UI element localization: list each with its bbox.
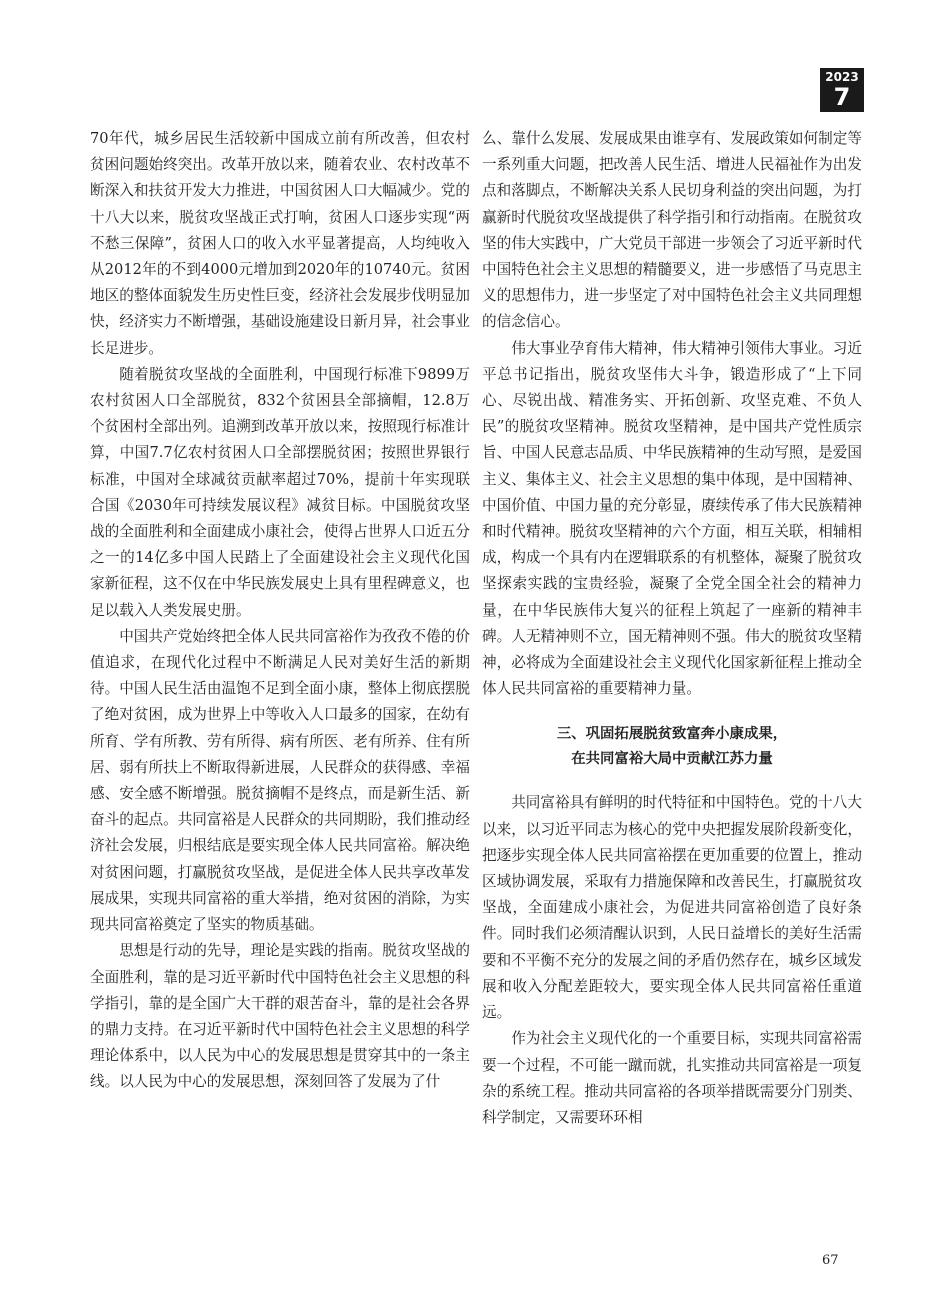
paragraph: 作为社会主义现代化的一个重要目标，实现共同富裕需要一个过程，不可能一蹴而就，扎实推动共同富裕是一项复杂的系统工程。推动共同富裕的各项举措既需要分门别类、科学制定，又需要环环相	[482, 1030, 862, 1126]
left-column	[90, 126, 470, 1096]
section-heading	[482, 722, 862, 772]
page-number: 67	[822, 1253, 839, 1268]
paragraph: 随着脱贫攻坚战的全面胜利，中国现行标准下9899万农村贫困人口全部脱贫，832个贫困县全部摘帽，12.8万个贫困村全部出列。追溯到改革开放以来，按照现行标准计算，中国7.7亿农村贫困人口全部摆脱贫困；按照世界银行标准，中国对全球减贫贡献率超过70%，提前十年实现联合国《2030年可持续发展议程》减贫目标。中国脱贫攻坚战的全面胜利和全面建成小康社会，使得占世界人口近五分之一的14亿多中国人民踏上了全面建设社会主义现代化国家新征程，这不仅在中华民族发展史上具有里程碑意义，也足以载入人类发展史册。	[90, 365, 470, 619]
section-heading-line: 三、巩固拓展脱贫致富奔小康成果，	[556, 726, 788, 743]
paragraph: 思想是行动的先导，理论是实践的指南。脱贫攻坚战的全面胜利，靠的是习近平新时代中国特色社会主义思想的科学指引，靠的是全国广大干群的艰苦奋斗，靠的是社会各界的鼎力支持。在习近平新时代中国特色社会主义思想的科学理论体系中，以人民为中心的发展思想是贯穿其中的一条主线。以人民为中心的发展思想，深刻回答了发展为了什	[90, 942, 470, 1091]
section-heading-line: 在共同富裕大局中贡献江苏力量	[571, 751, 773, 768]
right-column	[482, 126, 862, 1131]
paragraph: 伟大事业孕育伟大精神，伟大精神引领伟大事业。习近平总书记指出，脱贫攻坚伟大斗争，锻造形成了“上下同心、尽锐出战、精准务实、开拓创新、攻坚克难、不负人民”的脱贫攻坚精神。脱贫攻坚精神，是中国共产党性质宗旨、中国人民意志品质、中华民族精神的生动写照，是爱国主义、集体主义、社会主义思想的集中体现，是中国精神、中国价值、中国力量的充分彰显，赓续传承了伟大民族精神和时代精神。脱贫攻坚精神的六个方面，相互关联，相辅相成，构成一个具有内在逻辑联系的有机整体，凝聚了脱贫攻坚探索实践的宝贵经验，凝聚了全党全国全社会的精神力量，在中华民族伟大复兴的征程上筑起了一座新的精神丰碑。人无精神则不立，国无精神则不强。伟大的脱贫攻坚精神，必将成为全面建设社会主义现代化国家新征程上推动全体人民共同富裕的重要精神力量。	[482, 339, 862, 698]
issue-badge	[820, 68, 864, 112]
paragraph: 中国共产党始终把全体人民共同富裕作为孜孜不倦的价值追求，在现代化过程中不断满足人民对美好生活的新期待。中国人民生活由温饱不足到全面小康，整体上彻底摆脱了绝对贫困，成为世界上中等收入人口最多的国家，在幼有所育、学有所教、劳有所得、病有所医、老有所养、住有所居、弱有所扶上不断取得新进展，人民群众的获得感、幸福感、安全感不断增强。脱贫摘帽不是终点，而是新生活、新奋斗的起点。共同富裕是人民群众的共同期盼，我们推动经济社会发展，归根结底是要实现全体人民共同富裕。解决绝对贫困问题，打赢脱贫攻坚战，是促进全体人民共享改革发展成果，实现共同富裕的重大举措，绝对贫困的消除，为实现共同富裕奠定了坚实的物质基础。	[90, 627, 470, 934]
paragraph: 共同富裕具有鲜明的时代特征和中国特色。党的十八大以来，以习近平同志为核心的党中央把握发展阶段新变化，把逐步实现全体人民共同富裕摆在更加重要的位置上，推动区域协调发展，采取有力措施保障和改善民生，打赢脱贫攻坚战，全面建成小康社会，为促进共同富裕创造了良好条件。同时我们必须清醒认识到，人民日益增长的美好生活需要和不平衡不充分的发展之间的矛盾仍然存在，城乡区域发展和收入分配差距较大，要实现全体人民共同富裕任重道远。	[482, 794, 862, 1022]
paragraph: 么、靠什么发展、发展成果由谁享有、发展政策如何制定等一系列重大问题，把改善人民生活、增进人民福祉作为出发点和落脚点，不断解决关系人民切身利益的突出问题，为打赢新时代脱贫攻坚战提供了科学指引和行动指南。在脱贫攻坚的伟大实践中，广大党员干部进一步领会了习近平新时代中国特色社会主义思想的精髓要义，进一步感悟了马克思主义的思想伟力，进一步坚定了对中国特色社会主义共同理想的信念信心。	[482, 130, 862, 331]
issue-year: 2023	[825, 70, 859, 84]
paragraph: 70年代，城乡居民生活较新中国成立前有所改善，但农村贫困问题始终突出。改革开放以来，随着农业、农村改革不断深入和扶贫开发大力推进，中国贫困人口大幅减少。党的十八大以来，脱贫攻坚战正式打响，贫困人口逐步实现“两不愁三保障”，贫困人口的收入水平显著提高，人均纯收入从2012年的不到4000元增加到2020年的10740元。贫困地区的整体面貌发生历史性巨变，经济社会发展步伐明显加快，经济实力不断增强，基础设施建设日新月异，社会事业长足进步。	[90, 130, 470, 357]
issue-number: 7	[833, 83, 851, 111]
